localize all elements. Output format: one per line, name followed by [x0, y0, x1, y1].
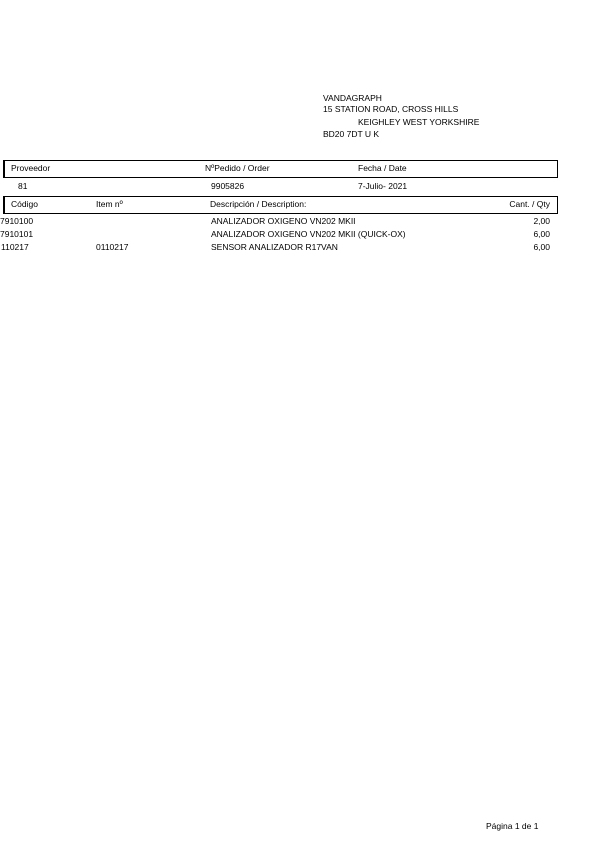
- supplier-label: Proveedor: [11, 163, 51, 173]
- order-number-label: NºPedido / Order: [205, 163, 270, 173]
- company-name: VANDAGRAPH: [323, 93, 382, 103]
- page-number: Página 1 de 1: [486, 821, 539, 831]
- supplier-value: 81: [18, 181, 28, 191]
- description-column-header: Descripción / Description:: [210, 199, 307, 209]
- item-code: 110217: [1, 242, 29, 252]
- order-header-box: [3, 160, 558, 178]
- address-postcode: BD20 7DT U K: [323, 129, 380, 139]
- item-qty: 2,00: [533, 216, 550, 226]
- item-code: 7910100: [0, 216, 34, 226]
- item-qty: 6,00: [533, 242, 550, 252]
- item-description: ANALIZADOR OXIGENO VN202 MKII (QUICK-OX): [211, 229, 406, 239]
- item-description: ANALIZADOR OXIGENO VN202 MKII: [211, 216, 356, 226]
- date-value: 7-Julio- 2021: [358, 181, 408, 191]
- code-column-header: Código: [11, 199, 38, 209]
- item-column-header: Item nº: [96, 199, 123, 209]
- item-description: SENSOR ANALIZADOR R17VAN: [211, 242, 338, 252]
- item-qty: 6,00: [533, 229, 550, 239]
- date-label: Fecha / Date: [358, 163, 407, 173]
- order-number-value: 9905826: [211, 181, 245, 191]
- address-city: KEIGHLEY WEST YORKSHIRE: [358, 117, 480, 127]
- address-street: 15 STATION ROAD, CROSS HILLS: [323, 104, 459, 114]
- qty-column-header: Cant. / Qty: [509, 199, 550, 209]
- item-number: 0110217: [96, 242, 129, 252]
- item-code: 7910101: [0, 229, 34, 239]
